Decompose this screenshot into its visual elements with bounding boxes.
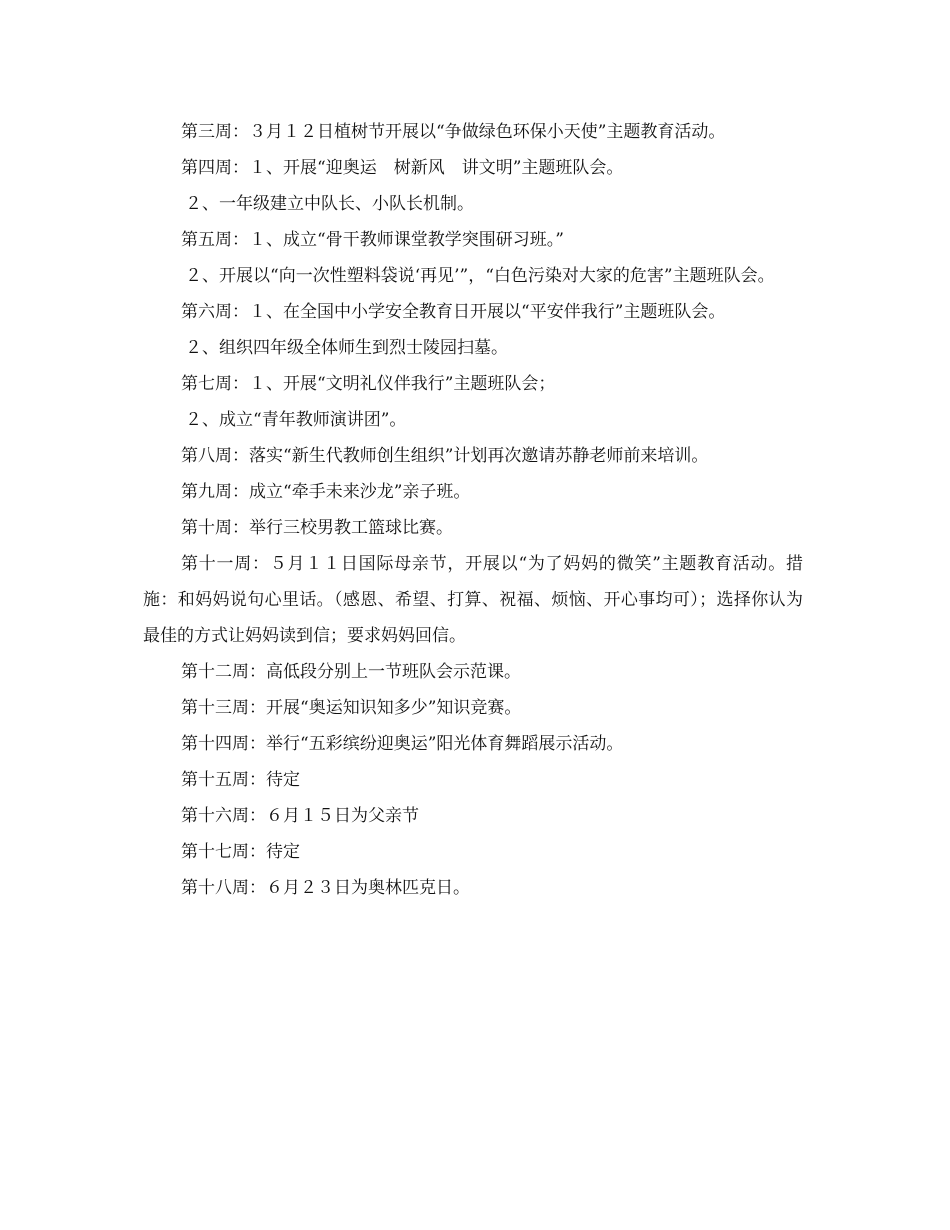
paragraph-week14: 第十四周：举行“五彩缤纷迎奥运”阳光体育舞蹈展示活动。: [181, 734, 624, 754]
paragraph-week17: 第十七周：待定: [181, 842, 300, 862]
paragraph-week4-item1: 第四周：１、开展“迎奥运 树新风 讲文明”主题班队会。: [181, 158, 624, 178]
paragraph-week8: 第八周：落实“新生代教师创生组织”计划再次邀请苏静老师前来培训。: [181, 446, 709, 466]
paragraph-week5-item1: 第五周：１、成立“骨干教师课堂教学突围研习班。”: [181, 230, 564, 250]
paragraph-week12: 第十二周：高低段分别上一节班队会示范课。: [181, 662, 521, 682]
paragraph-week7-item2: ２、成立“青年教师演讲团”。: [185, 410, 407, 430]
paragraph-week6-item1: 第六周：１、在全国中小学安全教育日开展以“平安伴我行”主题班队会。: [181, 302, 726, 322]
document-body: [143, 114, 803, 906]
paragraph-week13: 第十三周：开展“奥运知识知多少”知识竞赛。: [181, 698, 522, 718]
paragraph-week15: 第十五周：待定: [181, 770, 300, 790]
paragraph-week10: 第十周：举行三校男教工篮球比赛。: [181, 518, 453, 538]
paragraph-week3: 第三周：３月１２日植树节开展以“争做绿色环保小天使”主题教育活动。: [181, 122, 726, 142]
paragraph-week11: 第十一周：５月１１日国际母亲节，开展以“为了妈妈的微笑”主题教育活动。措施：和妈妈说句心里话。（感恩、希望、打算、祝福、烦恼、开心事均可）；选择你认为最佳的方式让妈妈读到信；要求妈妈回信。: [143, 554, 803, 646]
paragraph-week6-item2: ２、组织四年级全体师生到烈士陵园扫墓。: [185, 338, 508, 358]
paragraph-week9: 第九周：成立“牵手未来沙龙”亲子班。: [181, 482, 471, 502]
paragraph-week16: 第十六周：６月１５日为父亲节: [181, 806, 419, 826]
paragraph-week5-item2: ２、开展以“向一次性塑料袋说‘再见’”，“白色污染对大家的危害”主题班队会。: [185, 266, 775, 286]
paragraph-week7-item1: 第七周：１、开展“文明礼仪伴我行”主题班队会；: [181, 374, 556, 394]
paragraph-week4-item2: ２、一年级建立中队长、小队长机制。: [185, 194, 474, 214]
paragraph-week18: 第十八周：６月２３日为奥林匹克日。: [181, 878, 470, 898]
